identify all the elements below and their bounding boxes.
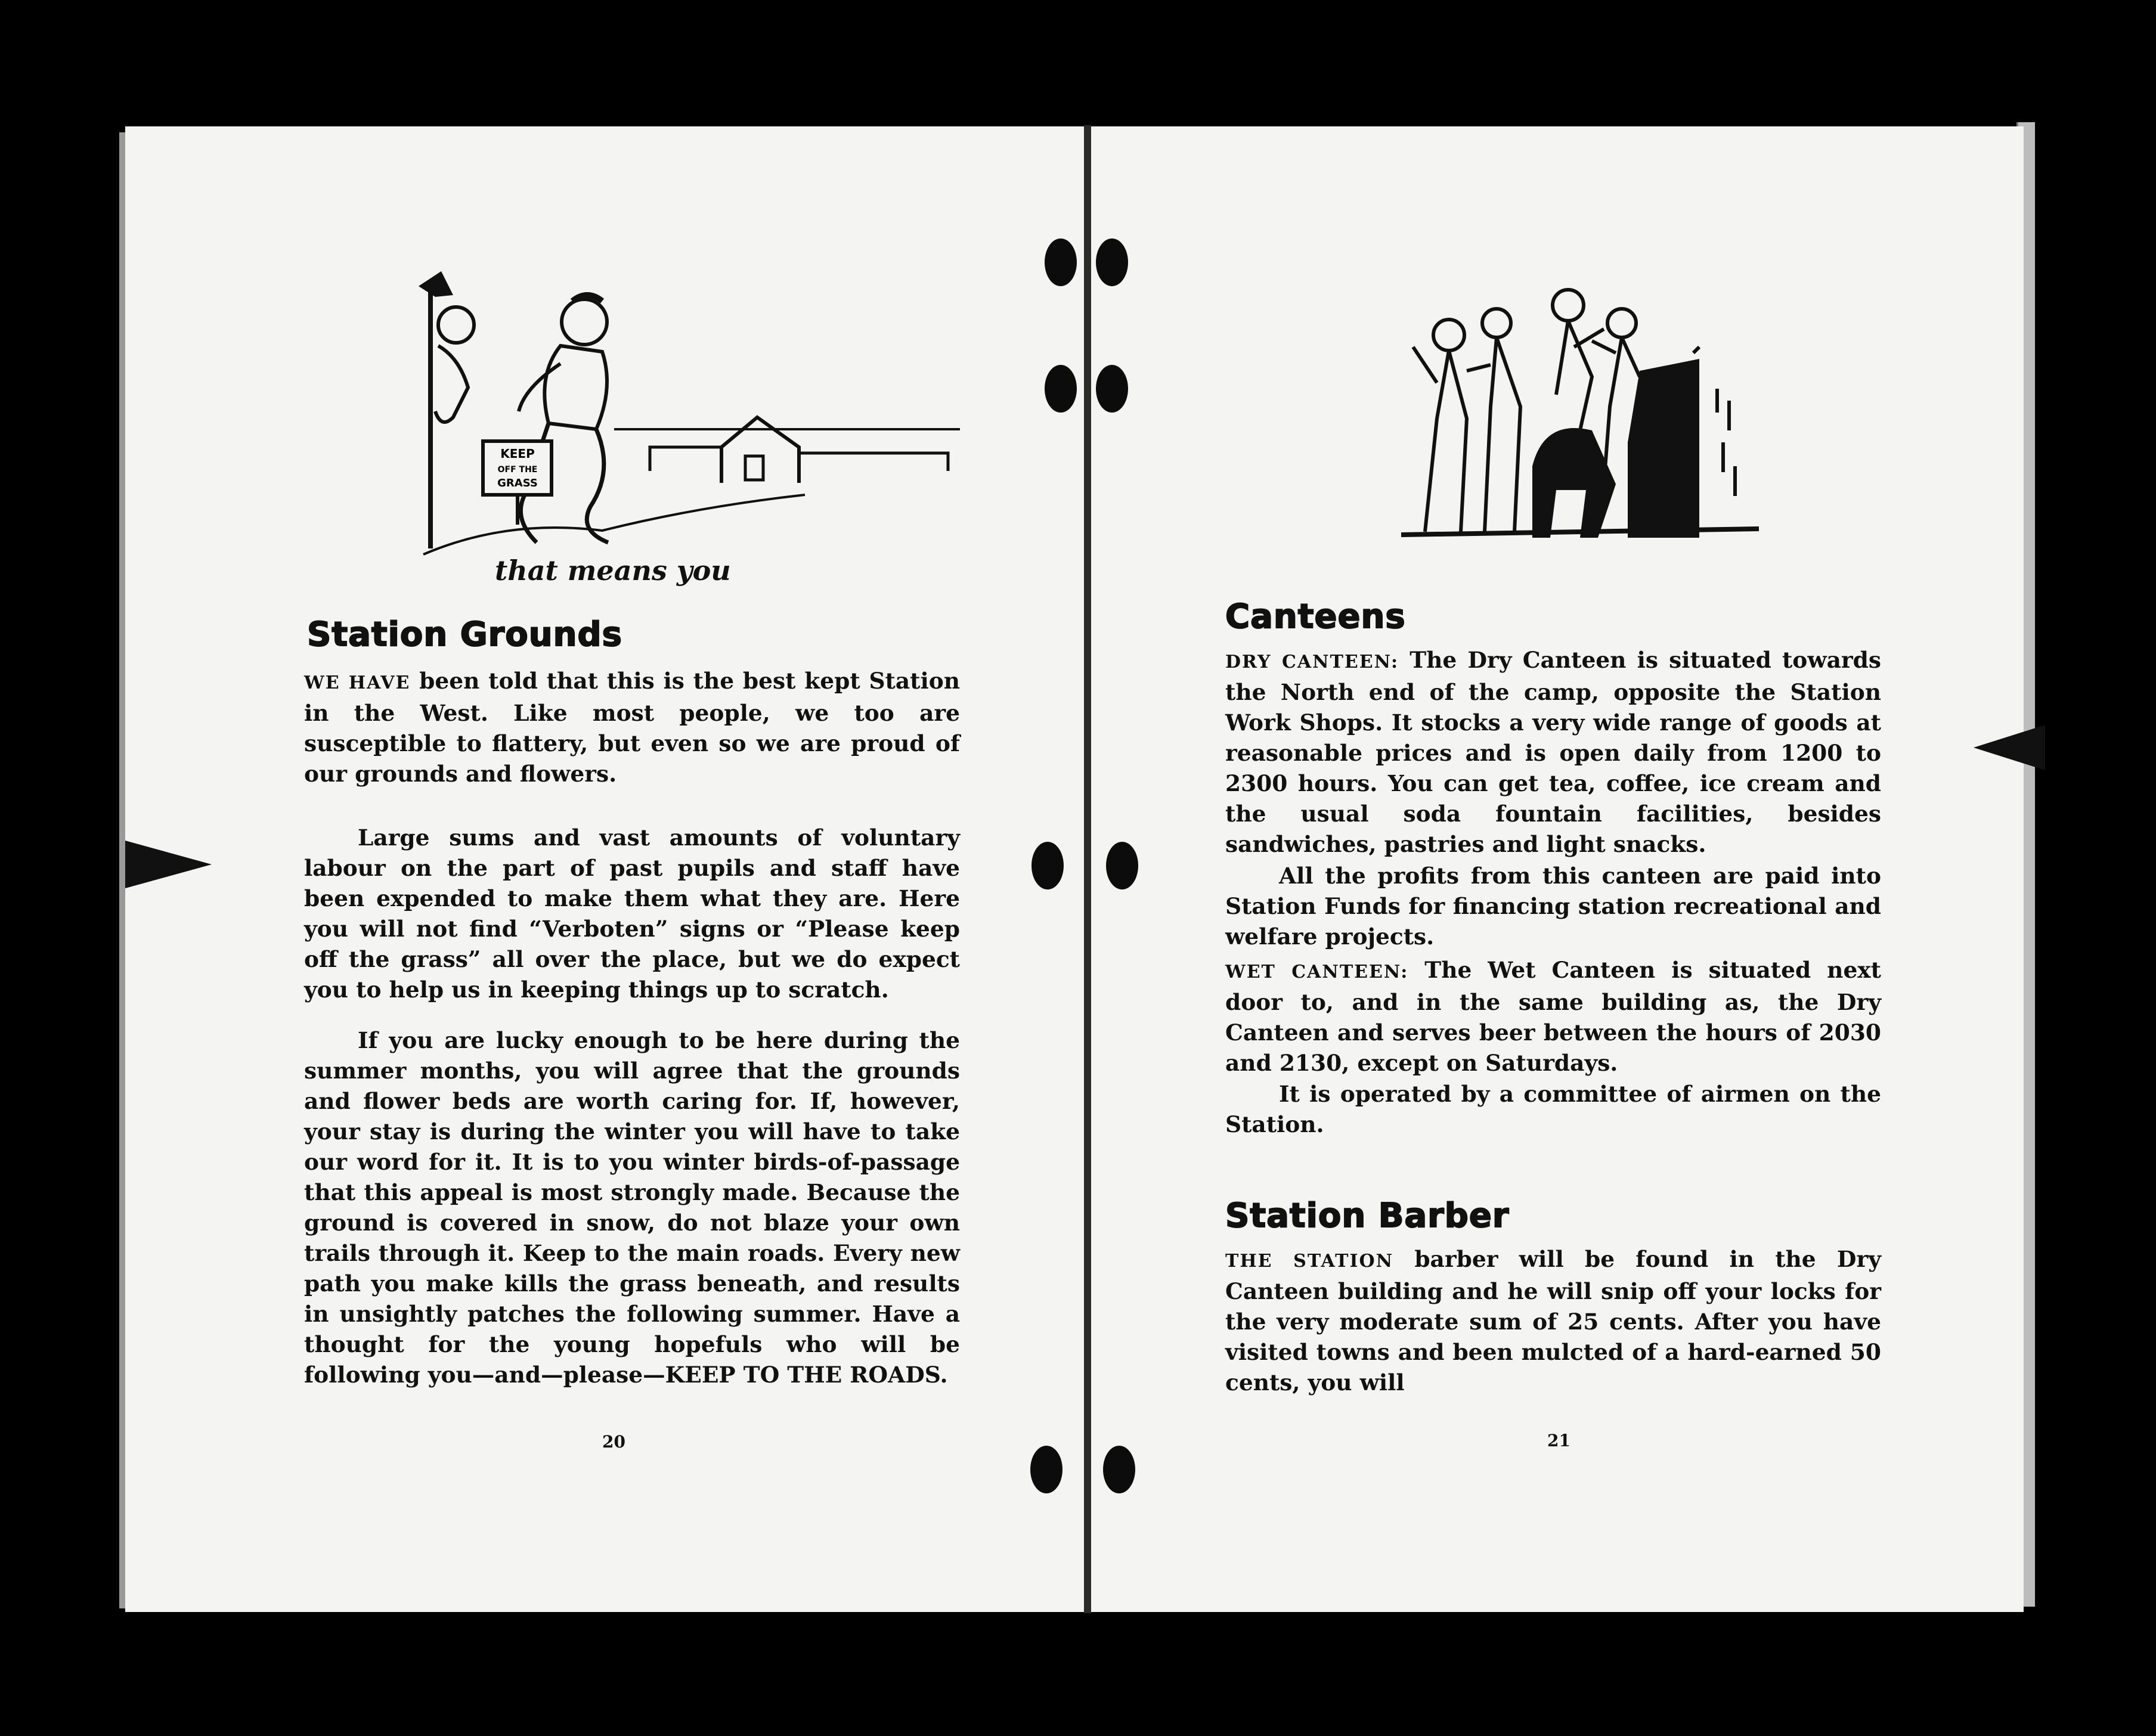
- grounds-paragraph-1-text: been told that this is the best kept Station in the West. Like most people, we too are susceptible to flattery, but even so we are proud of our grounds and flowers.: [304, 668, 960, 787]
- grounds-paragraph-1-lead: WE HAVE: [304, 672, 411, 693]
- dry-canteen-paragraph: [1225, 645, 1881, 860]
- page-number-left: 20: [602, 1432, 625, 1452]
- wet-canteen-paragraph: [1225, 955, 1881, 1078]
- wet-canteen-operated-paragraph: It is operated by a committee of airmen on the Station.: [1225, 1081, 1881, 1137]
- sign-text-1: KEEP: [500, 447, 535, 461]
- grounds-paragraph-1: [304, 666, 960, 789]
- wet-canteen-text: The Wet Canteen is situated next door to, and in the same building as, the Dry Canteen and serves beer between the hours of 2030 and 2130, except on Saturdays.: [1225, 957, 1881, 1076]
- canteens-heading: Canteens: [1225, 597, 1406, 636]
- dry-canteen-text: The Dry Canteen is situated towards the North end of the camp, opposite the Station Work Shops. It stocks a very wide range of goods at reasonable prices and is open daily from 1200 to 2300 hours. You can get tea, coffee, ice cream and the usual soda fountain facilities, besides sandwiches, pastries and light snacks.: [1225, 647, 1881, 857]
- binding-hole: [1106, 842, 1138, 889]
- binding-hole: [1045, 365, 1077, 413]
- wet-canteen-lead: WET CANTEEN:: [1225, 962, 1409, 982]
- illustration-caption: that means you: [495, 554, 731, 587]
- station-barber-heading: Station Barber: [1225, 1196, 1510, 1235]
- dry-canteen-profits-paragraph: All the profits from this canteen are paid into Station Funds for financing station recreational and welfare projects.: [1225, 863, 1881, 950]
- binding-hole: [1030, 1446, 1062, 1493]
- dry-canteen-lead: DRY CANTEEN:: [1225, 652, 1399, 672]
- binding-hole: [1103, 1446, 1135, 1493]
- station-grounds-heading: Station Grounds: [307, 615, 622, 654]
- right-pointer-pin: [1974, 725, 2045, 770]
- canteen-piano-illustration: [1401, 287, 1771, 538]
- left-page: [125, 126, 1089, 1612]
- binding-hole: [1045, 238, 1077, 286]
- grounds-paragraph-2: Large sums and vast amounts of voluntary labour on the part of past pupils and staff have been expended to make them what they are. Here you will not find “Verboten” signs or “Please keep off the grass” all over the place, but we do expect you to help us in keeping things up to scratch.: [304, 824, 960, 1003]
- binding-hole: [1096, 238, 1128, 286]
- right-page: [1091, 126, 2024, 1612]
- binding-hole: [1031, 842, 1064, 889]
- barber-paragraph: [1225, 1244, 1881, 1398]
- barber-text: barber will be found in the Dry Canteen building and he will snip off your locks for the very moderate sum of 25 cents. After you have visited towns and been mulcted of a hard-earned 50 cents, you will: [1225, 1246, 1881, 1396]
- binding-hole: [1096, 365, 1128, 413]
- book-spine: [1084, 125, 1091, 1613]
- grounds-paragraph-3: If you are lucky enough to be here during the summer months, you will agree that the grounds and flower beds are worth caring for. If, however, your stay is during the winter you will have to take our word for it. It is to you winter birds-of-passage that this appeal is most strongly made. Because the ground is covered in snow, do not blaze your own trails through it. Keep to the main roads. Every new path you make kills the grass beneath, and results in unsightly patches the following summer. Have a thought for the young hopefuls who will be following you—and—please—KEEP TO THE ROADS.: [304, 1027, 960, 1388]
- sign-text-3: GRASS: [497, 477, 538, 489]
- barber-lead: THE STATION: [1225, 1251, 1394, 1272]
- keep-off-grass-illustration: [388, 268, 972, 578]
- sign-text-2: OFF THE: [497, 465, 538, 475]
- page-number-right: 21: [1547, 1431, 1570, 1450]
- left-pointer-pin: [125, 841, 212, 888]
